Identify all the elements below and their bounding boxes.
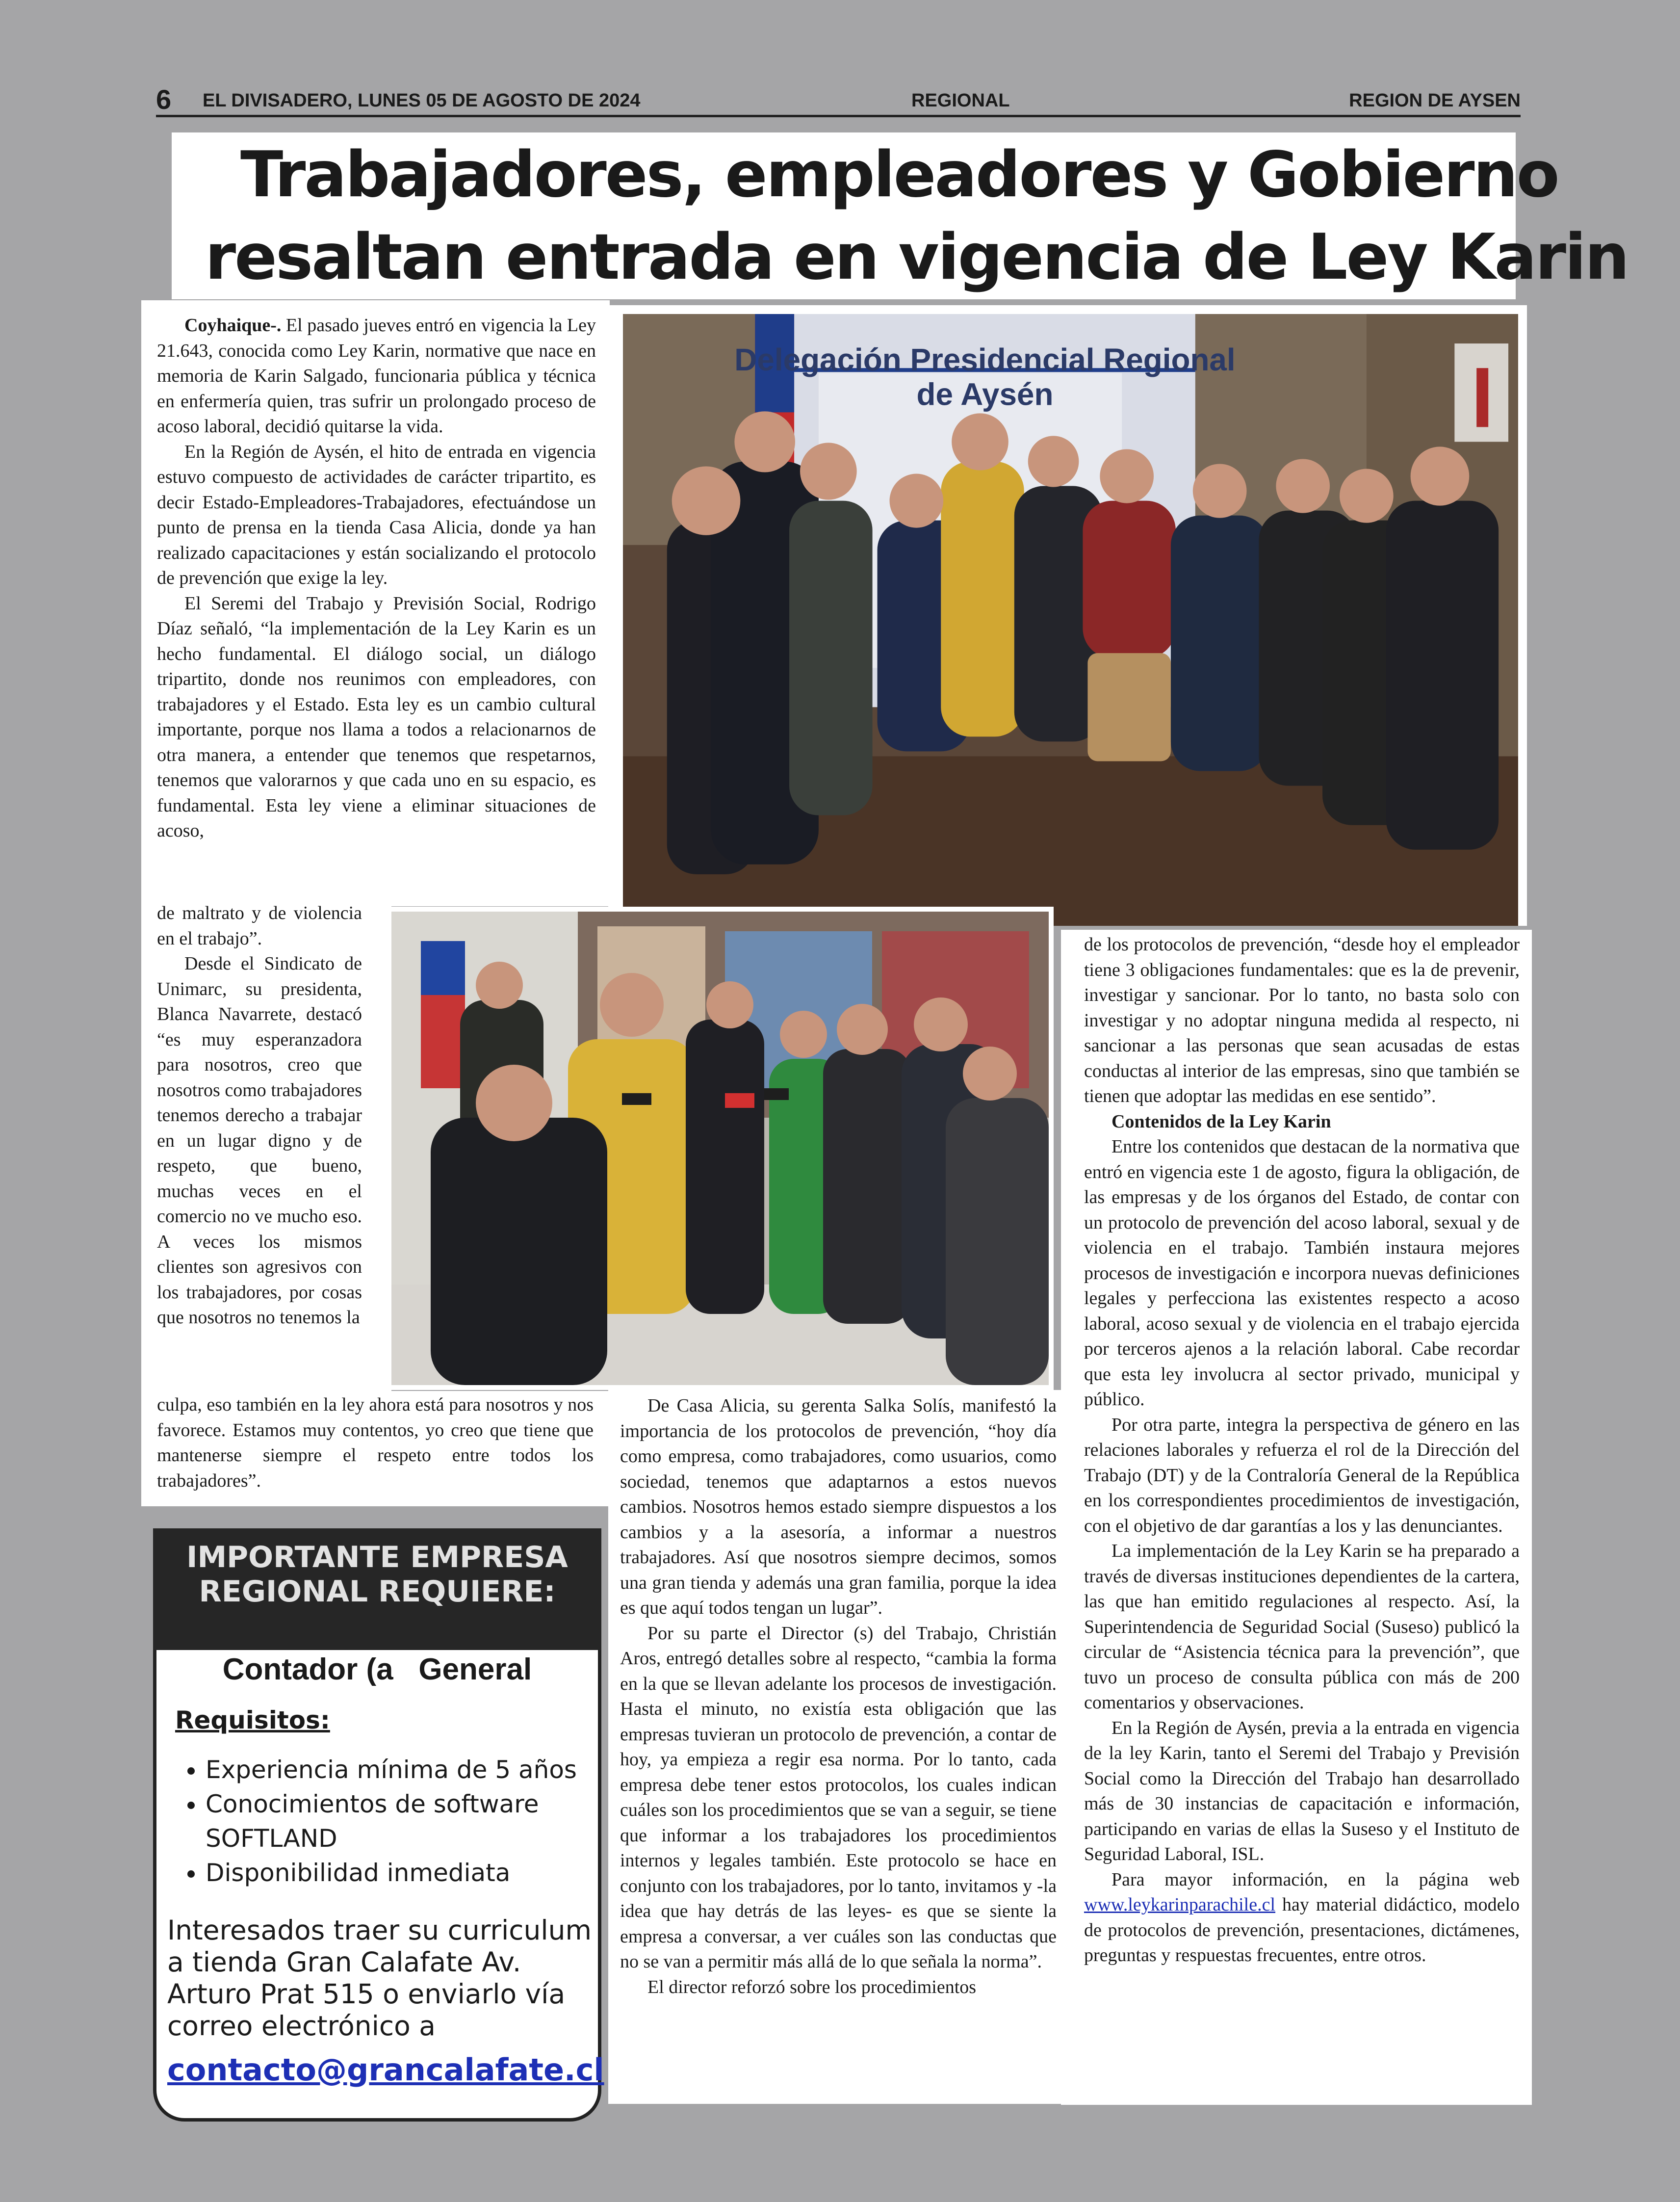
paragraph xyxy=(1084,1867,1520,1968)
masthead xyxy=(156,84,1521,117)
article-col2 xyxy=(620,1393,1057,2100)
paragraph: El Seremi del Trabajo y Previsión Social, Rodrigo Díaz señaló, “la implementación de la Ley Karin es un hecho fundamental. El diálogo social, un diálogo tripartito, donde nos reunimos con empleadores, con trabajadores y el Estado. Esta ley es un cambio cultural importante, porque nos llama a todos a relacionarnos de otra manera, a entender que tenemos que respetarnos, tenemos que valorarnos y que cada uno en su espacio, es fundamental. Esta ley viene a eliminar situaciones de acoso, xyxy=(157,593,596,841)
dateline: Coyhaique-. xyxy=(184,315,282,336)
subheading: Contenidos de la Ley Karin xyxy=(1111,1111,1331,1132)
article-col3 xyxy=(1084,932,1520,2100)
article-col1-top xyxy=(157,313,596,902)
list-item: • Experiencia mínima de 5 años xyxy=(206,1753,588,1787)
paragraph: En la Región de Aysén, el hito de entrada en vigencia estuvo compuesto de actividades de carácter tripartito, es decir Estado-Empleadores-Trabajadores, efectuándose un punto de prensa en la tienda Casa Alicia, donde ya han realizado capacitaciones y están socializando el protocolo de prevención que exige la ley. xyxy=(157,441,596,588)
banner-text-2: de Aysén xyxy=(916,376,1054,412)
ad-requirements-list xyxy=(160,1753,588,1890)
list-item: • Conocimientos de software SOFTLAND xyxy=(206,1787,588,1856)
ad-email-link[interactable]: contacto@grancalafate.cl xyxy=(167,2052,604,2088)
article-col1-narrow xyxy=(157,901,362,1391)
paragraph: El director reforzó sobre los procedimientos xyxy=(647,1976,977,1997)
paragraph: de los protocolos de prevención, “desde hoy el empleador tiene 3 obligaciones fundamentales: que es la de prevenir, investigar y sancionar. Por lo tanto, no basta solo con investigar y no adoptar ninguna medida al respecto, ni sancionar a las personas que sean acusadas de estas conductas al interior de las empresas, sino que también se tienen que adoptar las medidas en ese sentido”. xyxy=(1084,934,1520,1106)
paper-date: EL DIVISADERO, LUNES 05 DE AGOSTO DE 2024 xyxy=(203,90,641,111)
page-number: 6 xyxy=(156,84,172,115)
paragraph: de maltrato y de violencia en el trabajo”. xyxy=(157,903,362,949)
article-col1-bottom xyxy=(157,1392,594,1505)
ad-info: Interesados traer su curriculum a tienda Gran Calafate Av. Arturo Prat 515 o enviarlo vía correo electrónico a xyxy=(167,1914,592,2042)
headline-line-1: Trabajadores, empleadores y Gobierno xyxy=(240,138,1558,211)
paragraph: La implementación de la Ley Karin se ha preparado a través de diversas instituciones dependientes de la cartera, las que han emitido regulaciones al respecto. Así, la Superintendencia de Seguridad Social (Suseso) publicó la circular de “Asistencia técnica para la prevención”, que tuvo un proceso de consulta pública con más de 200 comentarios y observaciones. xyxy=(1084,1541,1520,1713)
paragraph-text: Para mayor información, en la página web xyxy=(1111,1869,1520,1890)
ad-header: IMPORTANTE EMPRESA REGIONAL REQUIERE: xyxy=(153,1528,601,1650)
ad-job-title: Contador (a General xyxy=(222,1652,532,1686)
headline-line-2: resaltan entrada en vigencia de Ley Karin xyxy=(205,221,1628,294)
paragraph: Entre los contenidos que destacan de la normativa que entró en vigencia este 1 de agosto, figura la obligación, de las empresas y de los órganos del Estado, de contar con un protocolo de prevención del acoso laboral, sexual y de violencia en el trabajo. También instaura mejores procesos de investigación e incorpora nuevas definiciones legales y perfecciona las existentes respecto a acoso laboral, acoso sexual y de violencia en el trabajo ejercida por terceros ajenos a la relación laboral. Cabe recordar que esta ley involucra al sector privado, municipal y público. xyxy=(1084,1136,1520,1410)
leykarin-link[interactable]: www.leykarinparachile.cl xyxy=(1084,1894,1276,1915)
section-label: REGIONAL xyxy=(911,90,1010,111)
region-label: REGION DE AYSEN xyxy=(1349,90,1521,111)
paragraph: Por otra parte, integra la perspectiva de género en las relaciones laborales y refuerza el rol de la Dirección del Trabajo (DT) y de la Contraloría General de la República en los correspondientes procedimientos de investigación, con el objetivo de dar garantías a los y las denunciantes. xyxy=(1084,1414,1520,1536)
paragraph: De Casa Alicia, su gerenta Salka Solís, manifestó la importancia de los protocolos de prevención, “hoy día como empresa, como trabajadores, como usuarios, como sociedad, tenemos que adaptarnos a estos nuevos cambios. Nosotros hemos estado siempre dispuestos a los cambios y a la asesoría, a informar a nuestros trabajadores. Así que nosotros siempre decimos, somos una gran tienda y además una gran familia, porque la idea es que aquí todos tengan un lugar”. xyxy=(620,1395,1057,1618)
ad-requirements-label: Requisitos: xyxy=(175,1706,330,1734)
list-item: • Disponibilidad inmediata xyxy=(206,1856,588,1890)
paragraph: Desde el Sindicato de Unimarc, su presidenta, Blanca Navarrete, destacó “es muy esperanzadora para nosotros, creo que nosotros como trabajadores tenemos derecho a trabajar en un lugar digno y de respeto, que bueno, muchas veces en el comercio no ve mucho eso. A veces los mismos clientes son agresivos con los trabajadores, por cosas que nosotros no tenemos la xyxy=(157,953,362,1328)
paragraph: En la Región de Aysén, previa a la entrada en vigencia de la ley Karin, tanto el Seremi del Trabajo y Previsión Social como la Dirección del Trabajo han desarrollado más de 30 instancias de capacitación e información, participando en varias de ellas la Suseso y el Instituto de Seguridad Laboral, ISL. xyxy=(1084,1717,1520,1864)
paragraph-text: hay material didáctico, modelo de protocolos de prevención, presentaciones, dictámenes, preguntas y respuestas frecuentes, entre otros. xyxy=(1084,1894,1520,1966)
job-ad xyxy=(153,1528,604,2122)
paragraph: culpa, eso también en la ley ahora está para nosotros y nos favorece. Estamos muy contentos, yo creo que tiene que mantenerse siempre el respeto entre todos los trabajadores”. xyxy=(157,1394,594,1491)
photo-group-portrait xyxy=(608,305,1527,926)
banner-text-1: Delegación Presidencial Regional xyxy=(734,342,1236,378)
paragraph: El pasado jueves entró en vigencia la Ley 21.643, conocida como Ley Karin, normative que nace en memoria de Karin Salgado, funcionaria pública y técnica en enfermería quien, tras sufrir un prolongado proceso de acoso laboral, decidió quitarse la vida. xyxy=(157,315,596,437)
photo-press-conference xyxy=(387,907,1054,1390)
paragraph: Por su parte el Director (s) del Trabajo, Christián Aros, entregó detalles sobre al respecto, “cambia la forma en la que se llevan adelante los procesos de investigación. Hasta el minuto, no existía esta obligación que las empresas tuvieran un protocolo de prevención, a contar de hoy, ya empieza a regir esa norma. Por lo tanto, cada empresa debe tener estos protocolos, los cuales indican cuáles son los procedimientos que se van a seguir, se tiene que informar a los trabajadores los procedimientos internos y legales también. Este protocolo se hace en conjunto con los trabajadores, por lo tanto, invitamos y -la idea que hay detrás de las leyes- es que se siente la empresa a conversar, a ver cuáles son las conductas que no se van a permitir más allá de lo que señala la norma”. xyxy=(620,1623,1057,1972)
headline xyxy=(172,132,1628,299)
